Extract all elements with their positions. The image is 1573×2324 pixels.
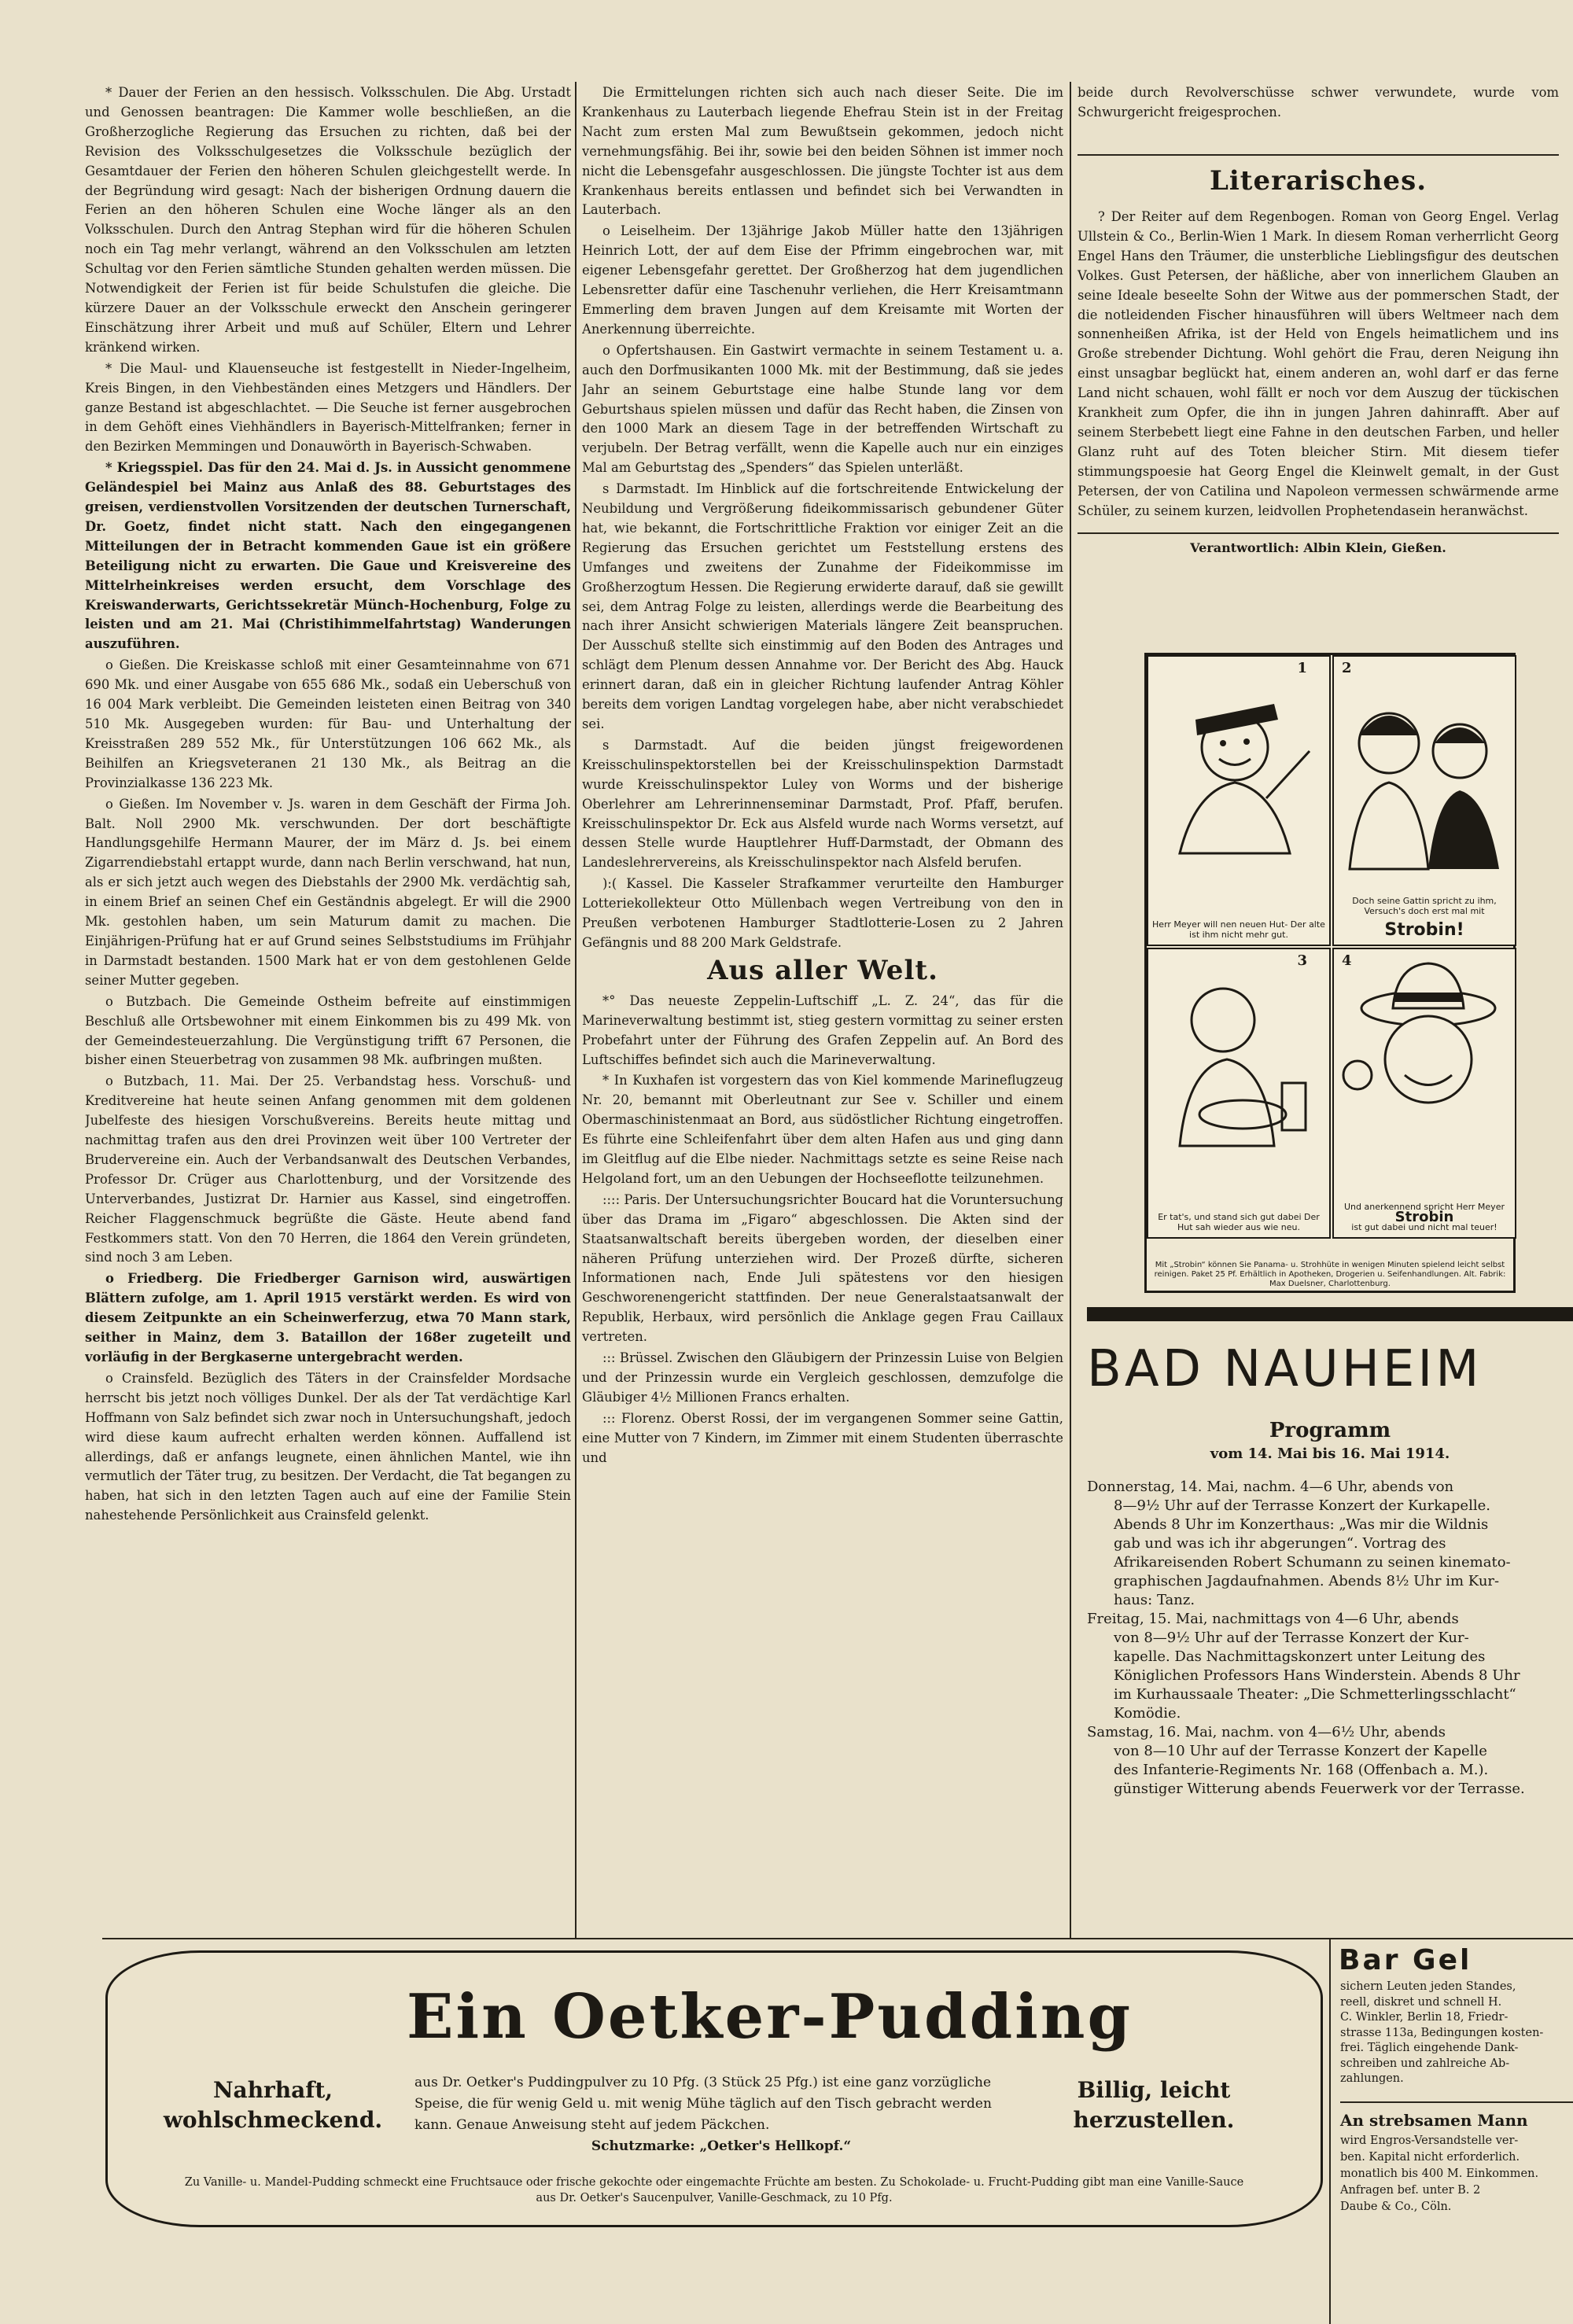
bargeld-line: frei. Täglich eingehende Dank- <box>1340 2042 1519 2054</box>
article-florenz: ::: Florenz. Oberst Rossi, der im vergangenen Sommer seine Gattin, eine Mutter von 7 Kindern, im Zimmer mit einem Studenten überraschte und <box>582 1410 1063 1465</box>
program-line: Samstag, 16. Mai, nachm. von 4—6½ Uhr, abends <box>1087 1724 1446 1740</box>
panel-number: 2 <box>1342 660 1352 676</box>
program-line: Komödie. <box>1114 1705 1181 1722</box>
literary-section <box>1078 154 1559 555</box>
program-line: gab und was ich ihr abgerungen“. Vortrag des <box>1114 1535 1446 1552</box>
oetker-footer: Zu Vanille- u. Mandel-Pudding schmeckt eine Fruchtsauce oder frische gekochte oder eingemachte Früchte am besten. Zu Schokolade- u. Frucht-Pudding gibt man eine Vanille-Sauce aus Dr. Oetker's Saucenpulver, Vanille-Geschmack, zu 10 Pfg. <box>184 2176 1244 2204</box>
bargeld-text <box>1331 1976 1573 2087</box>
column-rule-1 <box>575 82 577 1938</box>
oetker-description-text: aus Dr. Oetker's Puddingpulver zu 10 Pfg. (3 Stück 25 Pfg.) ist eine ganz vorzügliche Speise, die für wenig Geld u. mit wenig Mühe täglich auf den Tisch gebracht werden kann. Genaue Anweisung steht auf jedem Päckchen. <box>414 2075 992 2133</box>
panel-4-caption <box>1337 1202 1512 1232</box>
oetker-trademark: Schutzmarke: „Oetker's Hellkopf.“ <box>591 2138 852 2154</box>
column-3-continuation <box>1078 83 1559 157</box>
program-line: von 8—9½ Uhr auf der Terrasse Konzert der Kur- <box>1114 1630 1469 1646</box>
comic-panel-1 <box>1147 655 1331 946</box>
article-zeppelin: *° Das neueste Zeppelin-Luftschiff „L. Z. 24“, das für die Marineverwaltung bestimmt ist, stieg gestern vormittag zu seiner ersten Probefahrt unter der Führung des Grafen Zeppelin auf. An Bord des Luftschiffes befindet sich auch die Marineverwaltung. <box>582 993 1063 1067</box>
column-rule-2 <box>1070 82 1071 1938</box>
article-ferien: * Dauer der Ferien an den hessisch. Volksschulen. Die Abg. Urstadt und Genossen beantragen: Die Kammer wolle beschließen, an die Großherzogliche Regierung das Ersuchen zu richten, daß bei der Revision des Volksschulgesetzes die Volksschule bezüglich der Gesamtdauer der Ferien den höheren Schulen gleichgestellt werde. In der Begründung wird gesagt: Nach der bisherigen Ordnung dauern die Ferien an den höheren Schulen eine Woche länger als an den Volksschulen. Durch den Antrag Stephan wird für die höheren Schulen noch ein Tag mehr verlangt, während an den Volksschulen am letzten Schultag vor den Ferien sämtliche Stunden gehalten werden müssen. Die Notwendigkeit der Ferien ist für beide Schulstufen die gleiche. Die kürzere Dauer an der Volksschule erweckt den Anschein geringerer Einschätzung ihrer Arbeit und muß auf Schüler, Eltern und Lehrer kränkend wirken. <box>85 85 571 355</box>
program-heading: Programm <box>1269 1419 1391 1442</box>
article-crainsfeld: o Crainsfeld. Bezüglich des Täters in der Crainsfelder Mordsache herrscht bis jetzt noch völliges Dunkel. Der als der Tat verdächtige Karl Hoffmann von Salz befindet sich zwar noch in Untersuchungshaft, jedoch wird diese kaum aufrecht erhalten werden können. Auffallend ist allerdings, daß er anfangs leugnete, einen ähnlichen Mantel, wie ihn vermutlich der Täter trug, zu besitzen. Der Verdacht, die Tat begangen zu haben, hat sich in den letzten Tagen auch auf eine der Familie Stein nahestehende Persönlichkeit aus Crainsfeld gelenkt. <box>85 1370 571 1523</box>
oetker-description <box>414 2072 1028 2157</box>
bad-nauheim-program <box>1087 1307 1573 1936</box>
program-line: günstiger Witterung abends Feuerwerk vor der Terrasse. <box>1114 1781 1525 1797</box>
article-florenz-end: beide durch Revolverschüsse schwer verwundete, wurde vom Schwurgericht freigesprochen. <box>1078 85 1559 120</box>
article-friedberg: o Friedberg. Die Friedberger Garnison wird, auswärtigen Blättern zufolge, am 1. April 1915 verstärkt werden. Es wird von diesem Zeitpunkte an ein Scheinwerferzug, etwa 70 Mann stark, seither in Mainz, dem 3. Bataillon der 168er zugeteilt und vorläufig in der Bergkaserne untergebracht werden. <box>85 1271 571 1365</box>
strobin-brand: Strobin! <box>1384 920 1464 940</box>
program-line: Abends 8 Uhr im Konzerthaus: „Was mir die Wildnis <box>1114 1516 1489 1533</box>
strobin-brand-2: Strobin <box>1394 1209 1454 1225</box>
nauheim-title: BAD NAUHEIM <box>1087 1340 1483 1398</box>
oetker-slogan-right: Billig, leicht herzustellen. <box>1073 2077 1235 2133</box>
illustration-couple <box>1334 657 1515 877</box>
review-text: ? Der Reiter auf dem Regenbogen. Roman von Georg Engel. Verlag Ullstein & Co., Berlin-Wien 1 Mark. In diesem Roman verherrlicht Georg Engel Hans den Träumer, die unsterbliche Lieblingsfigur des deutschen Volkes. Gust Petersen, der häßliche, aber von innerlichem Glauben an seine Ideale beseelte Sohn der Witwe aus der pommerschen Stadt, der die notleidenden Fischer hinausführen will übers Weltmeer nach dem sonnenheißen Afrika, ist der Held von Engels heimatlichem und ins Große strebender Dichtung. Wohl gehört die Frau, deren Neigung ihn einst unsagbar beglückt hat, einem anderen an, wohl darf er das ferne Land nicht schauen, wohl fällt er noch vor dem Auszug der tückischen Krankheit zum Opfer, die ihn in jungen Jahren dahinrafft. Aber auf seinem Sterbebett liegt eine Fahne in den deutschen Farben, und heller Glanz ruht auf des Toten bleicher Stirn. Mit diesem tiefer stimmungspoesie hat Georg Engel die Kleinwelt gemalt, in der Gust Petersen, der von Catilina und Napoleon vermessen schwärmende arme Schüler, zu seinem kurzen, leidvollen Prophetendasein heranwächst. <box>1078 209 1559 518</box>
responsible-editor: Verantwortlich: Albin Klein, Gießen. <box>1078 532 1559 555</box>
comic-panel-3 <box>1147 948 1331 1239</box>
strebsamen-line: Anfragen bef. unter B. 2 <box>1340 2183 1481 2197</box>
program-line: Afrikareisenden Robert Schumann zu seinen kinemato- <box>1114 1554 1511 1571</box>
panel-number: 4 <box>1342 952 1352 969</box>
panel-4-caption-a: Und anerkennend spricht Herr Meyer <box>1344 1202 1505 1212</box>
strebsamen-mann-text <box>1331 2133 1573 2215</box>
panel-number: 1 <box>1297 660 1307 676</box>
bargeld-ad <box>1329 1939 1573 2324</box>
article-giessen-diebstahl: o Gießen. Im November v. Js. waren in dem Geschäft der Firma Joh. Balt. Noll 2900 Mk. verschwunden. Der dort beschäftigte Handlungsgehilfe Hermann Maurer, der im März d. Js. bei einem Zigarrendiebstahl ertappt wurde, dann nach Berlin verschwand, hat nun, als er sich jetzt auch wegen des Diebstahls der 2900 Mk. verdächtig sah, in einem Brief an seinen Chef ein Geständnis abgelegt. Er will die 2900 Mk. gestohlen haben, um sein Maturum damit zu machen. Die Einjährigen-Prüfung hat er auf Grund seines Selbststudiums im Frühjahr in Darmstadt bestanden. 1500 Mark hat er von dem gestohlenen Gelde seiner Mutter gegeben. <box>85 796 571 988</box>
bargeld-title: Bar Gel <box>1339 1944 1472 1976</box>
strebsamen-line: ben. Kapital nicht erforderlich. <box>1340 2150 1520 2164</box>
article-butzbach-steuer: o Butzbach. Die Gemeinde Ostheim befreite auf einstimmigen Beschluß alle Ortsbewohner mit einem Einkommen bis zu 499 Mk. von der Gemeindesteuerzahlung. Die Vergünstigung trifft 67 Personen, die bisher einen Steuerbetrag von zusammen 98 Mk. aufbringen mußten. <box>85 993 571 1068</box>
illustration-man-with-hat <box>1148 657 1329 885</box>
column-2 <box>582 83 1063 1935</box>
oetker-slogan-left: Nahrhaft, wohlschmeckend. <box>163 2077 383 2133</box>
lit-top-rule <box>1078 154 1559 156</box>
article-kriegsspiel: * Kriegsspiel. Das für den 24. Mai d. Js. in Aussicht genommene Geländespiel bei Mainz aus Anlaß des 88. Geburtstages des greisen, verdienstvollen Vorsitzenden der deutschen Turnerschaft, Dr. Goetz, findet nicht statt. Nach den eingegangenen Mitteilungen der in Betracht kommenden Gaue ist ein größere Beteiligung nicht zu erwarten. Die Gaue und Kreisvereine des Mittelrheinkreises werden ersucht, dem Vorschlage des Kreiswanderwarts, Gerichtssekretär Münch-Hochenburg, Folge zu leisten und am 21. Mai (Christihimmelfahrtstag) Wanderungen auszuführen. <box>85 460 571 652</box>
article-kuxhafen: * In Kuxhafen ist vorgestern das von Kiel kommende Marineflugzeug Nr. 20, bemannt mit Oberleutnant zur See v. Schiller und einem Obermaschinistenmaat an Bord, aus südöstlicher Richtung eingetroffen. Es führte eine Schleifenfahrt über dem alten Hafen aus und ging dann im Gleitflug auf die Elbe nieder. Nachmittags setzte es seine Reise nach Helgoland fort, um an den Uebungen der Hochseeflotte teilzunehmen. <box>582 1073 1063 1186</box>
article-bruessel: ::: Brüssel. Zwischen den Gläubigern der Prinzessin Luise von Belgien und der Prinzessin wurde ein Vergleich geschlossen, demzufolge die Gläubiger 4½ Millionen Francs erhalten. <box>582 1350 1063 1405</box>
article-opfertshausen: o Opfertshausen. Ein Gastwirt vermachte in seinem Testament u. a. auch den Dorfmusikanten 1000 Mk. mit der Bestimmung, daß sie jedes Jahr an seinem Geburtstage eine halbe Stunde lang vor dem Geburtshaus spielen müssen und dafür das Recht haben, die Zinsen von den 1000 Mark an diesem Tage in der betreffenden Wirtschaft zu verjubeln. Der Betrag verfällt, wenn die Kapelle auch nur ein einziges Mal am Geburtstag des „Spenders“ das Spielen unterläßt. <box>582 342 1063 476</box>
illustration-man-cleaning-hat <box>1148 949 1329 1177</box>
article-paris: :::: Paris. Der Untersuchungsrichter Boucard hat die Voruntersuchung über das Drama im „Figaro“ abgeschlossen. Die Akten sind der Staatsanwaltschaft bereits übergeben worden, der dieselben einer näheren Prüfung unterziehen wird. Der Prozeß dürfte, sicheren Informationen nach, Ende Juli spätestens vor den hiesigen Geschworenengericht stattfinden. Der neue Generalstaatsanwalt der Republik, Herbaux, wird persönlich die Anklage gegen Frau Caillaux vertreten. <box>582 1191 1063 1345</box>
program-line: des Infanterie-Regiments Nr. 168 (Offenbach a. M.). <box>1114 1762 1489 1778</box>
review-reiter-regenbogen <box>1078 208 1559 521</box>
strebsamen-line: monatlich bis 400 M. Einkommen. <box>1340 2167 1539 2180</box>
bargeld-line: C. Winkler, Berlin 18, Friedr- <box>1340 2011 1509 2024</box>
panel-4-caption-b: ist gut dabei und nicht mal teuer! <box>1351 1222 1497 1232</box>
section-heading-literarisches: Literarisches. <box>1209 165 1427 197</box>
black-bar <box>1087 1307 1573 1321</box>
panel-2-caption <box>1337 896 1512 916</box>
program-line: im Kurhaussaale Theater: „Die Schmetterlingsschlacht“ <box>1114 1686 1516 1703</box>
panel-1-caption: Herr Meyer will nen neuen Hut- Der alte ist ihm nicht mehr gut. <box>1152 919 1325 940</box>
program-line: 8—9½ Uhr auf der Terrasse Konzert der Kurkapelle. <box>1114 1497 1490 1514</box>
strobin-comic-ad <box>1144 653 1516 1293</box>
panel-number: 3 <box>1297 952 1307 969</box>
program-line: Freitag, 15. Mai, nachmittags von 4—6 Uhr, abends <box>1087 1611 1459 1627</box>
program-lines <box>1087 1478 1573 1799</box>
oetker-title: Ein Oetker-Pudding <box>407 1981 1133 2053</box>
article-darmstadt-schulinspektor: s Darmstadt. Auf die beiden jüngst freigewordenen Kreisschulinspektorstellen bei der Kreisschulinspektion Darmstadt wurde Kreisschulinspektor Luley von Worms und der bisherige Oberlehrer am Lehrerinnenseminar Darmstadt, Prof. Pfaff, berufen. Kreisschulinspektor Dr. Eck aus Alsfeld wurde nach Worms versetzt, auf dessen Stelle wurde Hauptlehrer Huff-Darmstadt, der Obmann des Landeslehrervereins, als Kreisschulinspektor nach Alsfeld berufen. <box>582 737 1063 871</box>
program-line: Königlichen Professors Hans Winderstein. Abends 8 Uhr <box>1114 1667 1520 1684</box>
program-line: graphischen Jagdaufnahmen. Abends 8½ Uhr im Kur- <box>1114 1573 1500 1589</box>
program-date-range: vom 14. Mai bis 16. Mai 1914. <box>1210 1446 1450 1462</box>
panel-2-caption-text: Doch seine Gattin spricht zu ihm, Versuch's doch erst mal mit <box>1352 896 1497 916</box>
bargeld-line: schreiben und zahlreiche Ab- <box>1340 2057 1510 2070</box>
strobin-footer: Mit „Strobin“ können Sie Panama- u. Strohhüte in wenigen Minuten spielend leicht selbst reinigen. Paket 25 Pf. Erhältlich in Apotheken, Drogerien u. Seifenhandlungen. Alt. Fabrik: Max Duelsner, Charlottenburg. <box>1154 1261 1506 1288</box>
column-1 <box>85 83 571 1935</box>
program-line: haus: Tanz. <box>1114 1592 1195 1608</box>
section-heading-aus-aller-welt: Aus aller Welt. <box>707 954 938 986</box>
bargeld-line: sichern Leuten jeden Standes, <box>1340 1980 1516 1993</box>
article-ermittelungen: Die Ermittelungen richten sich auch nach dieser Seite. Die im Krankenhaus zu Lauterbach liegende Ehefrau Stein ist in der Freitag Nacht zum ersten Mal zum Bewußtsein gekommen, jedoch nicht vernehmungsfähig. Bei ihr, sowie bei den beiden Söhnen ist immer noch nicht die Lebensgefahr ausgeschlossen. Die jüngste Tochter ist aus dem Krankenhaus bereits entlassen und befindet sich bei Verwandten in Lauterbach. <box>582 85 1063 218</box>
article-maulseuche: * Die Maul- und Klauenseuche ist festgestellt in Nieder-Ingelheim, Kreis Bingen, in den Viehbeständen eines Metzgers und Händlers. Der ganze Bestand ist abgeschlachtet. — Die Seuche ist ferner ausgebrochen in dem Gehöft eines Viehhändlers in Bayerisch-Mittelfranken; ferner in den Bezirken Memmingen und Donauwörth in Bayerisch-Schwaben. <box>85 360 571 455</box>
article-leiselheim: o Leiselheim. Der 13jährige Jakob Müller hatte den 13jährigen Heinrich Lott, der auf dem Eise der Pfrimm eingebrochen war, mit eigener Lebensgefahr gerettet. Der Großherzog hat dem jugendlichen Lebensretter dafür eine Taschenuhr verliehen, die Herr Kreisamtmann Emmerling dem braven Jungen auf dem Kreisamte mit Worten der Anerkennung überreichte. <box>582 223 1063 337</box>
article-kassel: ):( Kassel. Die Kasseler Strafkammer verurteilte den Hamburger Lotteriekollekteur Otto Müllenbach wegen Vertreibung von den in Preußen verbotenen Hamburger Stadtlotterie-Losen zu 2 Jahren Gefängnis und 88 200 Mark Geldstrafe. <box>582 876 1063 950</box>
article-giessen-kreiskasse: o Gießen. Die Kreiskasse schloß mit einer Gesamteinnahme von 671 690 Mk. und einer Ausgabe von 655 686 Mk., sodaß ein Ueberschuß von 16 004 Mark verbleibt. Die Gemeinden leisteten einen Beitrag von 340 510 Mk. Ausgegeben wurden: für Bau- und Unterhaltung der Kreisstraßen 289 552 Mk., für Unterstützungen 106 662 Mk., als Beihilfen an Kriegsveteranen 21 130 Mk., als Beitrag an die Provinzialkasse 136 223 Mk. <box>85 657 571 790</box>
program-line: Donnerstag, 14. Mai, nachm. 4—6 Uhr, abends von <box>1087 1479 1454 1495</box>
article-butzbach-verbandstag: o Butzbach, 11. Mai. Der 25. Verbandstag hess. Vorschuß- und Kreditvereine hat heute seinen Anfang genommen mit dem goldenen Jubelfeste des hiesigen Vorschußvereins. Bereits heute mittag und nachmittag trafen aus den drei Provinzen weit über 100 Vertreter der Brudervereine ein. Auch der Verbandsanwalt des Deutschen Verbandes, Professor Dr. Crüger aus Charlottenburg, und der Vorsitzende des Unterverbandes, Justizrat Dr. Harnier aus Kassel, sind eingetroffen. Reicher Flaggenschmuck begrüßte die Gäste. Heute abend fand Festkommers statt. Von den 70 Herren, die 1864 den Verein gründeten, sind noch 3 am Leben. <box>85 1074 571 1265</box>
strebsamen-mann-heading: An strebsamen Mann <box>1340 2101 1573 2130</box>
strebsamen-line: Daube & Co., Cöln. <box>1340 2200 1452 2213</box>
bargeld-line: reell, diskret und schnell H. <box>1340 1995 1502 2009</box>
program-line: kapelle. Das Nachmittagskonzert unter Leitung des <box>1114 1648 1486 1665</box>
illustration-happy-man-hat <box>1334 949 1515 1169</box>
oetker-pudding-ad <box>105 1950 1323 2227</box>
program-line: von 8—10 Uhr auf der Terrasse Konzert der Kapelle <box>1114 1743 1487 1759</box>
article-darmstadt-fideikommisse: s Darmstadt. Im Hinblick auf die fortschreitende Entwickelung der Neubildung und Vergrößerung fideikommissarisch gebundener Güter hat, wie bekannt, die Fortschrittliche Fraktion vor einiger Zeit an die Regierung das Ersuchen gerichtet um Feststellung erstens des Umfanges und zweitens der Zunahme der Fideikommisse im Großherzogtum Hessen. Die Regierung erwiderte darauf, daß sie gewillt sei, dem Antrag Folge zu leisten, allerdings werde die Bearbeitung des nach ihrer Ansicht schwierigen Materials längere Zeit beanspruchen. Der Ausschuß stellte sich einstimmig auf den Boden des Antrages und schlägt dem Plenum dessen Annahme vor. Der Bericht des Abg. Hauck erinnert daran, daß ein in gleicher Richtung laufender Antrag Köhler bereits dem vorigen Landtag vorgelegen habe, aber nicht verabschiedet sei. <box>582 481 1063 731</box>
panel-3-caption: Er tat's, und stand sich gut dabei Der Hut sah wieder aus wie neu. <box>1158 1212 1320 1232</box>
strebsamen-line: wird Engros-Versandstelle ver- <box>1340 2134 1519 2147</box>
comic-panel-2 <box>1332 655 1516 946</box>
bargeld-line: strasse 113a, Bedingungen kosten- <box>1340 2026 1544 2039</box>
bargeld-line: zahlungen. <box>1340 2072 1404 2085</box>
comic-panel-4 <box>1332 948 1516 1239</box>
